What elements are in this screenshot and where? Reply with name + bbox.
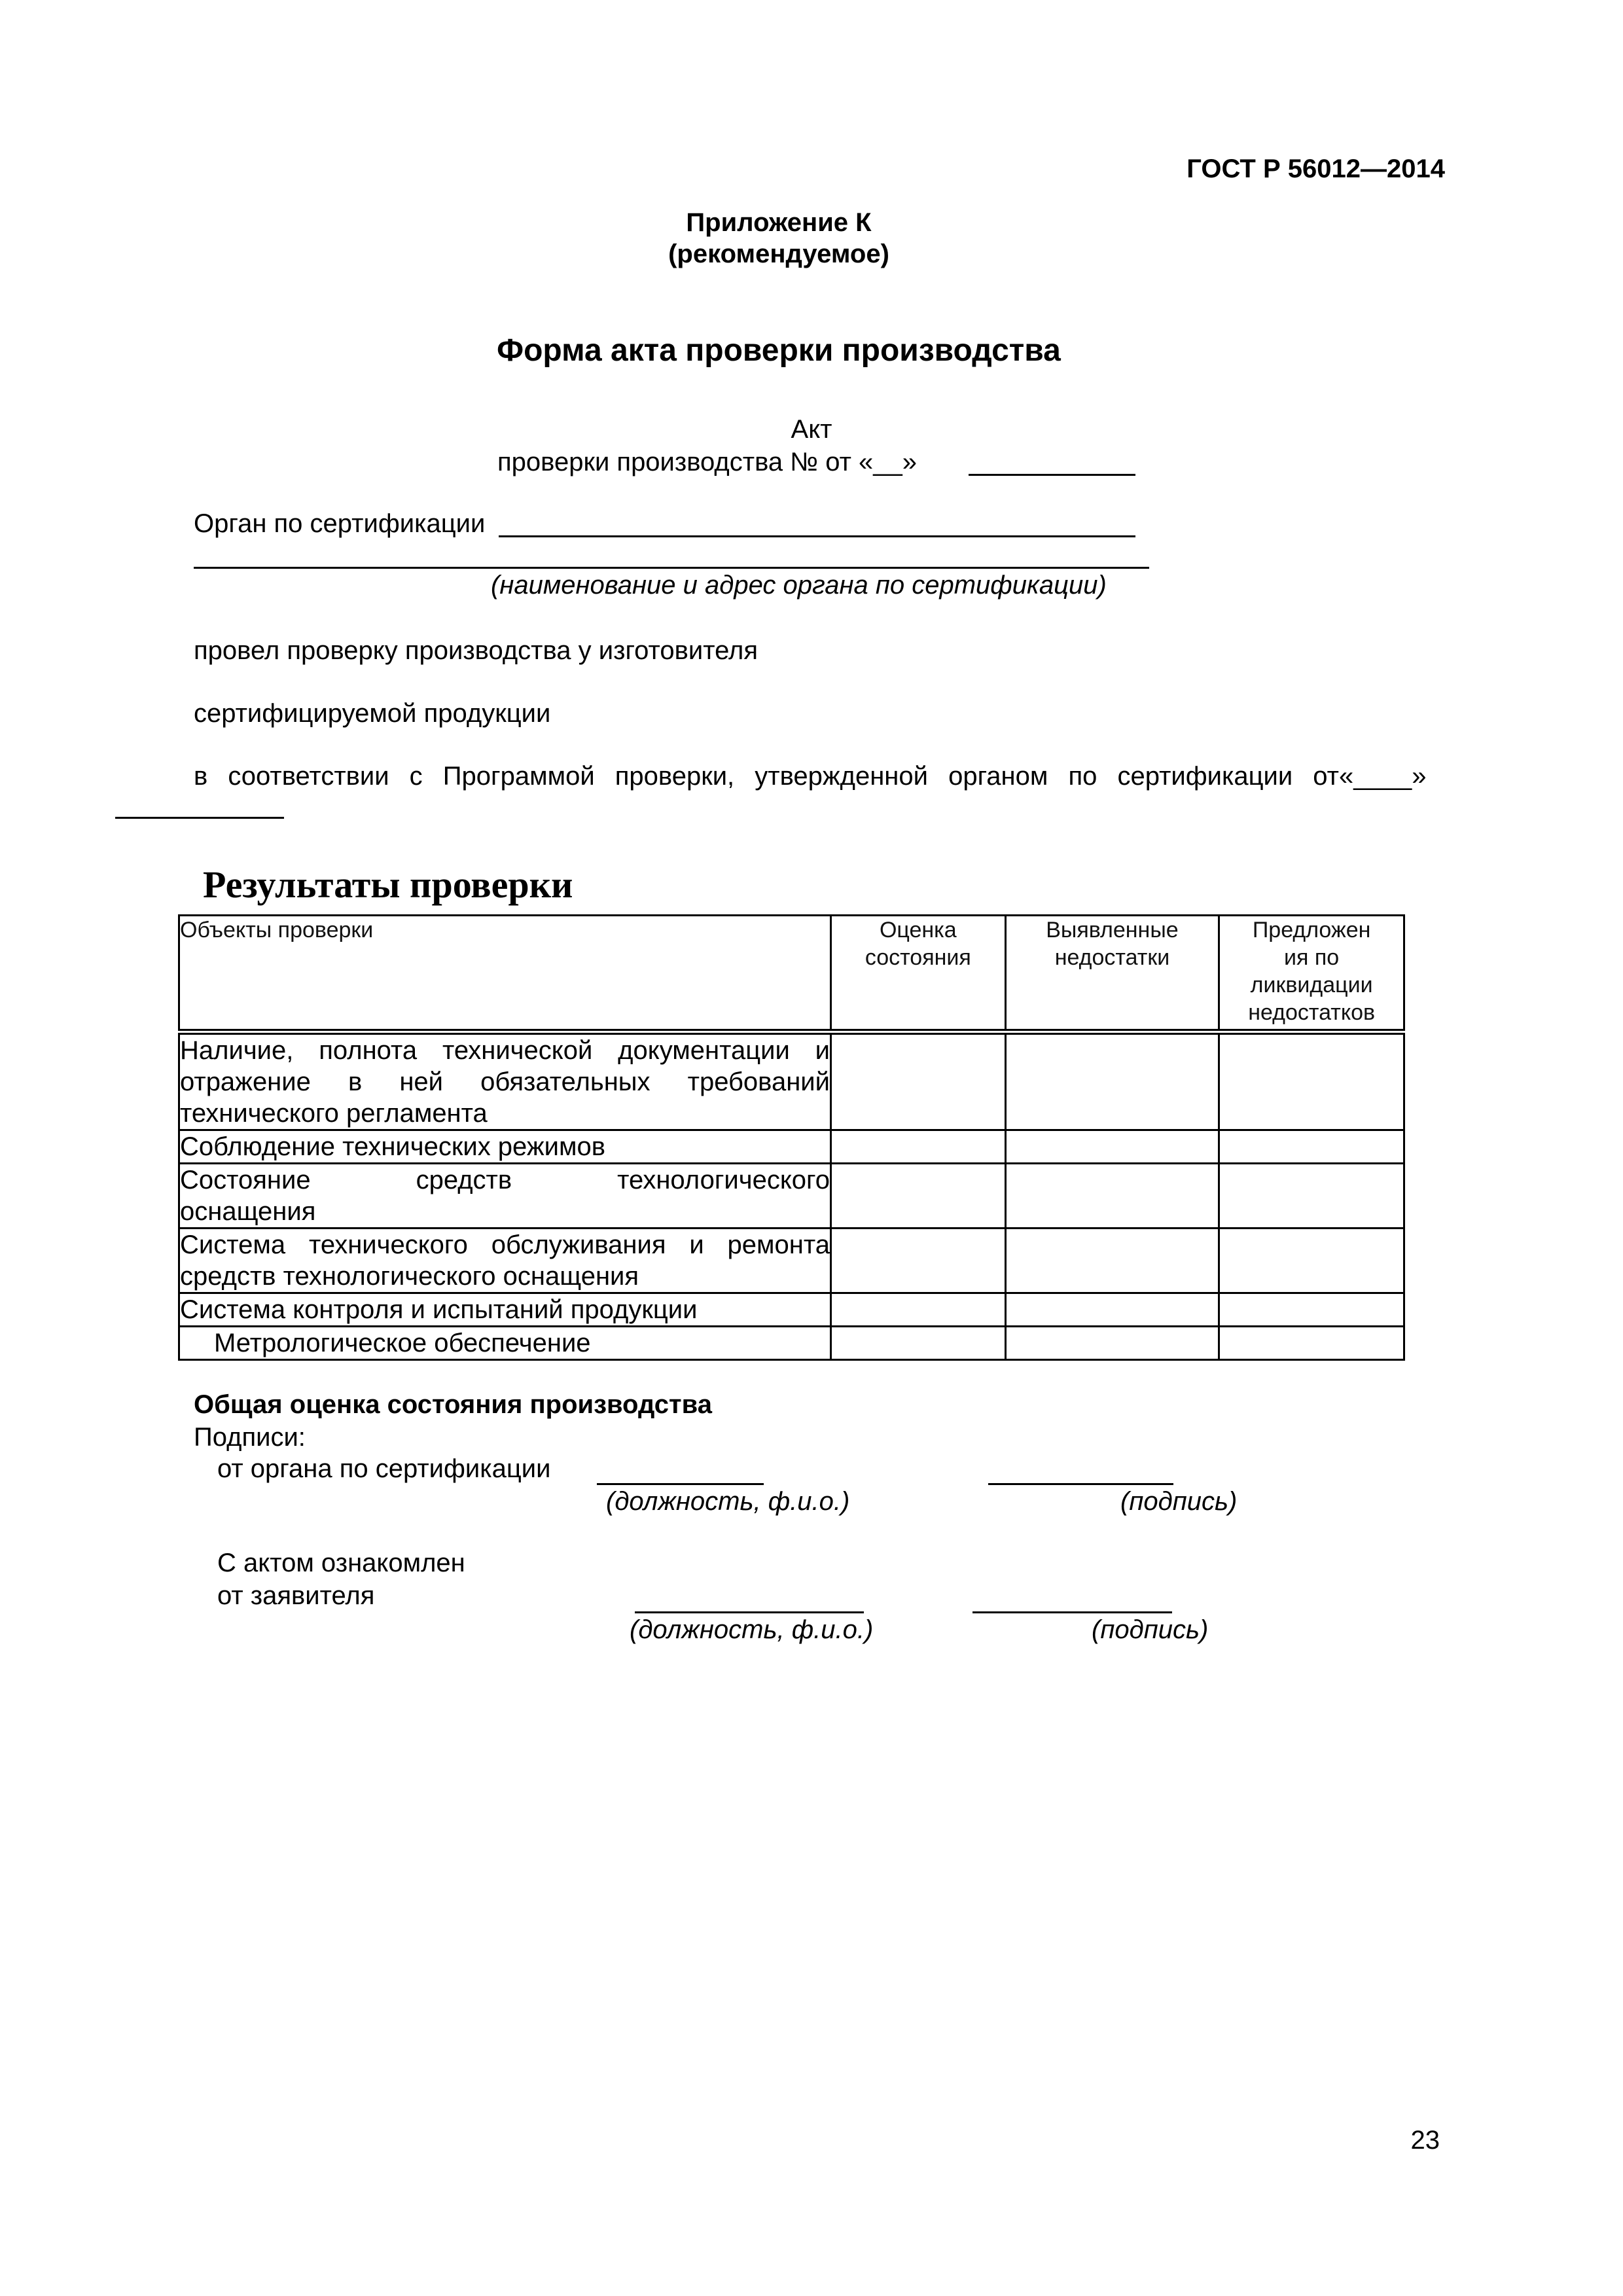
page-number: 23 [1410, 2126, 1440, 2155]
cell-defects[interactable] [1005, 1130, 1219, 1164]
col-header-assessment-line-1: Оценка [879, 918, 957, 942]
cell-assessment[interactable] [831, 1130, 1006, 1164]
organ-name-blank[interactable] [499, 535, 1135, 537]
program-line [194, 762, 1339, 791]
applicant-position-blank[interactable] [635, 1611, 864, 1613]
organ-signature-blank[interactable] [988, 1483, 1173, 1485]
table-row [179, 1130, 1404, 1164]
row-object-documentation: Наличие, полнота технической документации и отражение в ней обязательных требований технического регламента [179, 1032, 831, 1130]
act-word: Акт [791, 415, 832, 444]
col-header-assessment [831, 916, 1006, 1032]
col-header-defects-line-2: недостатки [1054, 945, 1170, 970]
row-object-maintenance: Система технического обслуживания и ремонта средств технологического оснащения [179, 1229, 831, 1293]
form-title: Форма акта проверки производства [497, 333, 1061, 368]
table-row [179, 1164, 1404, 1229]
organ-position-blank[interactable] [597, 1483, 764, 1485]
cell-proposals[interactable] [1219, 1229, 1404, 1293]
cell-proposals[interactable] [1219, 1130, 1404, 1164]
cell-assessment[interactable] [831, 1327, 1006, 1360]
cell-proposals[interactable] [1219, 1032, 1404, 1130]
table-row [179, 1327, 1404, 1360]
organ-signature-caption: (подпись) [1120, 1487, 1238, 1516]
appendix-status: (рекомендуемое) [668, 240, 889, 268]
product-line: сертифицируемой продукции [194, 699, 551, 728]
applicant-signature-caption: (подпись) [1092, 1615, 1209, 1644]
cell-defects[interactable] [1005, 1032, 1219, 1130]
col-header-proposals-line-4: недостатков [1248, 1000, 1376, 1025]
results-title: Результаты проверки [203, 863, 573, 906]
col-header-assessment-line-2: состояния [865, 945, 971, 970]
table-row [179, 1293, 1404, 1327]
act-date-blank[interactable] [969, 474, 1135, 476]
cell-defects[interactable] [1005, 1327, 1219, 1360]
cell-assessment[interactable] [831, 1032, 1006, 1130]
cell-defects[interactable] [1005, 1164, 1219, 1229]
cell-assessment[interactable] [831, 1229, 1006, 1293]
organ-caption: (наименование и адрес органа по сертификации) [491, 571, 1107, 600]
col-header-defects-line-1: Выявленные [1046, 918, 1179, 942]
program-date: «____» [1339, 762, 1427, 791]
row-object-equipment-line-2: оснащения [180, 1197, 316, 1226]
cell-defects[interactable] [1005, 1229, 1219, 1293]
col-header-proposals-line-3: ликвидации [1250, 973, 1373, 997]
program-date-year-blank[interactable] [115, 817, 284, 819]
program-line-text: в соответствии с Программой проверки, утвержденной органом по сертификации от [194, 762, 1339, 791]
table-row [179, 1032, 1404, 1130]
applicant-position-caption: (должность, ф.и.о.) [630, 1615, 874, 1644]
cell-assessment[interactable] [831, 1164, 1006, 1229]
summary-title: Общая оценка состояния производства [194, 1390, 712, 1419]
organ-label: Орган по сертификации [194, 509, 486, 538]
row-object-equipment-line-1: Состояние средств технологического [180, 1166, 830, 1194]
applicant-signature-blank[interactable] [972, 1611, 1172, 1613]
col-header-defects [1005, 916, 1219, 1032]
check-line: провел проверку производства у изготовителя [194, 636, 758, 665]
col-header-proposals-line-2: ия по [1284, 945, 1340, 970]
cell-proposals[interactable] [1219, 1164, 1404, 1229]
row-object-modes: Соблюдение технических режимов [179, 1130, 831, 1164]
from-applicant-label: от заявителя [217, 1581, 375, 1610]
cell-proposals[interactable] [1219, 1293, 1404, 1327]
act-number-line: проверки производства № от «__» [497, 448, 918, 476]
col-header-proposals-line-1: Предложен [1252, 918, 1371, 942]
row-object-metrology: Метрологическое обеспечение [179, 1327, 831, 1360]
cell-defects[interactable] [1005, 1293, 1219, 1327]
row-object-equipment [179, 1164, 831, 1229]
acquainted-label: С актом ознакомлен [217, 1549, 465, 1577]
row-object-testing: Система контроля и испытаний продукции [179, 1293, 831, 1327]
from-organ-label: от органа по сертификации [217, 1454, 551, 1483]
appendix-title: Приложение К [686, 208, 872, 237]
table-header-row [179, 916, 1404, 1032]
signatures-label: Подписи: [194, 1423, 306, 1452]
table-row [179, 1229, 1404, 1293]
col-header-proposals [1219, 916, 1404, 1032]
standard-number: ГОСТ Р 56012—2014 [1186, 154, 1445, 183]
col-header-objects: Объекты проверки [179, 916, 831, 1032]
cell-assessment[interactable] [831, 1293, 1006, 1327]
organ-address-blank[interactable] [194, 567, 1149, 569]
organ-position-caption: (должность, ф.и.о.) [606, 1487, 850, 1516]
cell-proposals[interactable] [1219, 1327, 1404, 1360]
results-table [178, 914, 1405, 1361]
